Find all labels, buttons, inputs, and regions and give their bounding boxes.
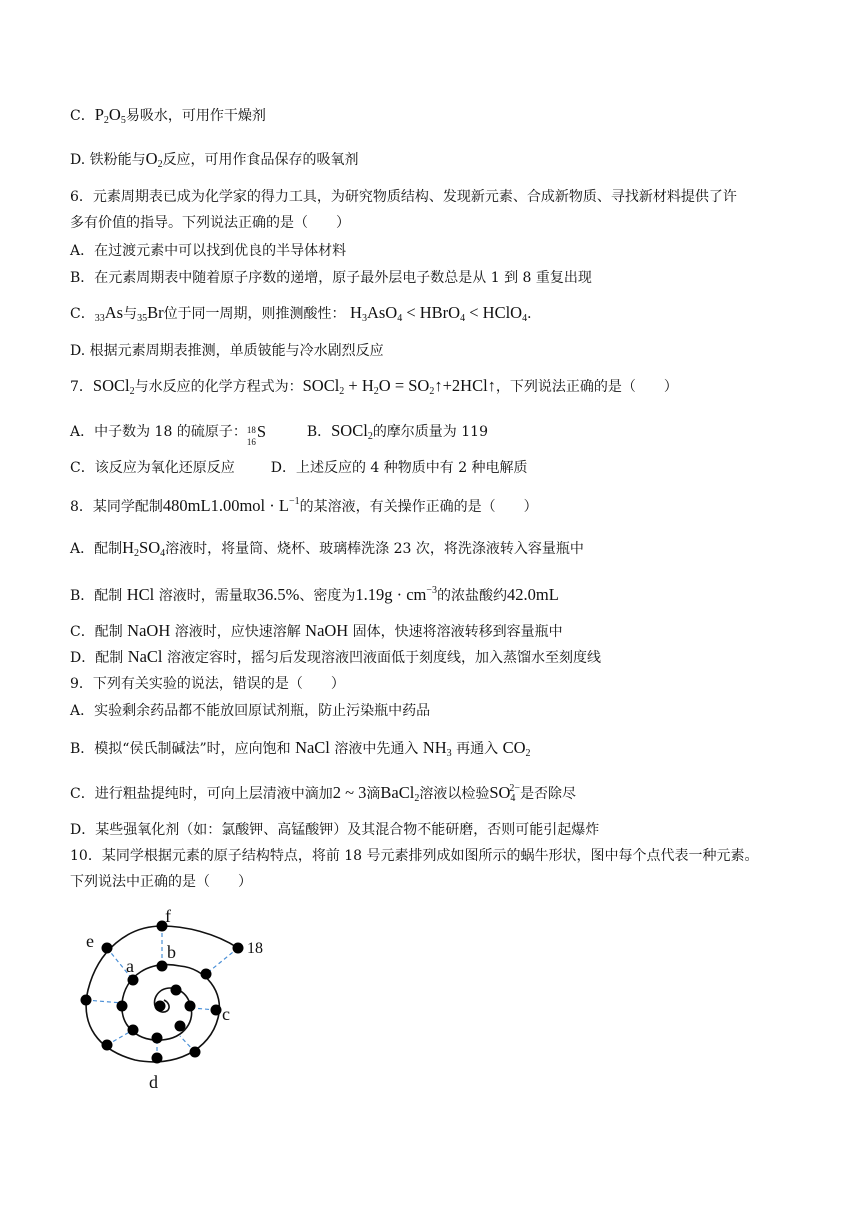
label-c: c <box>222 1004 230 1024</box>
label-a: a <box>126 956 134 976</box>
question-6-option-b: B．在元素周期表中随着原子序数的递增，原子最外层电子数总是从 1 到 8 重复出现 <box>70 270 592 286</box>
question-8-option-a: A．配制$H_2SO_4$溶液时，将量筒、烧杯、玻璃棒洗涤 23 次，将洗涤液转入容量瓶中 <box>70 538 584 559</box>
question-6-option-a: A．在过渡元素中可以找到优良的半导体材料 <box>70 243 347 259</box>
option-c-p2o5: C．$P_2O_5$易吸水，可用作干燥剂 <box>70 105 266 126</box>
question-9-option-d: D．某些强氧化剂（如：氯酸钾、高锰酸钾）及其混合物不能研磨，否则可能引起爆炸 <box>70 822 600 838</box>
element-dot <box>233 943 244 954</box>
element-dot <box>201 969 212 980</box>
question-6-option-d: D. 根据元素周期表推测，单质铍能与冷水剧烈反应 <box>70 343 384 359</box>
element-dot <box>152 1033 163 1044</box>
element-dot <box>117 1001 128 1012</box>
snail-periodic-figure <box>70 902 290 1102</box>
question-9-option-c: C．进行粗盐提纯时，可向上层清液中滴加2 ~ 3滴BaCl$_2$溶液以检验$SO_4^{2-}$是否除尽 <box>70 783 577 804</box>
question-6-option-c: C．$_{33}$As与$_{35}$Br位于同一周期，则推测酸性： $H_3AsO_4$ < HBrO$_4$ < HClO$_4$． <box>70 303 542 324</box>
element-dot <box>175 1021 186 1032</box>
element-dot <box>128 975 139 986</box>
question-7-options-cd: C．该反应为氧化还原反应 D．上述反应的 4 种物质中有 2 种电解质 <box>70 460 528 476</box>
element-dot <box>102 1040 113 1051</box>
label-b: b <box>167 942 176 962</box>
element-dot <box>155 1001 166 1012</box>
question-10-stem-line1: 10．某同学根据元素的原子结构特点，将前 18 号元素排列成如图所示的蜗牛形状，图中每个点代表一种元素。 <box>70 848 759 864</box>
label-d: d <box>149 1072 158 1092</box>
question-8-option-d: D．配制 NaCl 溶液定容时，摇匀后发现溶液凹液面低于刻度线，加入蒸馏水至刻度线 <box>70 647 601 666</box>
question-6-stem-line2: 多有价值的指导。下列说法正确的是（ ） <box>70 215 350 231</box>
question-8-stem: 8．某同学配制$480mL1.00mol \cdot L^{-1}$的某溶液，有关操作正确的是（ ） <box>70 496 538 515</box>
sulfur-nuclide: 18 16 S <box>246 422 267 447</box>
label-f: f <box>165 906 171 926</box>
option-d-iron-powder: D. 铁粉能与$O_2$反应，可用作食品保存的吸氧剂 <box>70 149 359 170</box>
question-7-options-ab: A．中子数为 18 的硫原子： 18 16 S B．SOCl$_2$的摩尔质量为 119 <box>70 421 488 447</box>
question-9-stem: 9．下列有关实验的说法，错误的是（ ） <box>70 676 345 692</box>
element-dot <box>185 1001 196 1012</box>
label-18: 18 <box>247 940 263 957</box>
question-8-option-b: B．配制 HCl 溶液时，需量取36.5%、密度为$1.19g \cdot cm^{-3}$的浓盐酸约42.0mL <box>70 585 559 604</box>
question-9-option-b: B．模拟“侯氏制碱法”时，应向饱和 NaCl 溶液中先通入 $NH_3$ 再通入 $CO_2$ <box>70 738 531 759</box>
element-dot <box>211 1005 222 1016</box>
element-dot <box>128 1025 139 1036</box>
label-e: e <box>86 931 94 951</box>
connector-line <box>206 948 238 974</box>
element-dot <box>102 943 113 954</box>
element-dot <box>157 961 168 972</box>
element-dot <box>81 995 92 1006</box>
question-9-option-a: A．实验剩余药品都不能放回原试剂瓶，防止污染瓶中药品 <box>70 703 431 719</box>
question-6-stem-line1: 6．元素周期表已成为化学家的得力工具，为研究物质结构、发现新元素、合成新物质、寻找新材料提供了许 <box>70 189 737 205</box>
question-10-stem-line2: 下列说法中正确的是（ ） <box>70 874 252 890</box>
question-8-option-c: C．配制 NaOH 溶液时，应快速溶解 NaOH 固体，快速将溶液转移到容量瓶中 <box>70 621 563 640</box>
element-dot <box>171 985 182 996</box>
question-7-stem: 7．SOCl$_2$与水反应的化学方程式为：SOCl$_2$ + $H_2O$ = $SO_2↑+2HCl↑$，下列说法正确的是（ ） <box>70 376 678 397</box>
element-dot <box>152 1053 163 1064</box>
element-dot <box>190 1047 201 1058</box>
